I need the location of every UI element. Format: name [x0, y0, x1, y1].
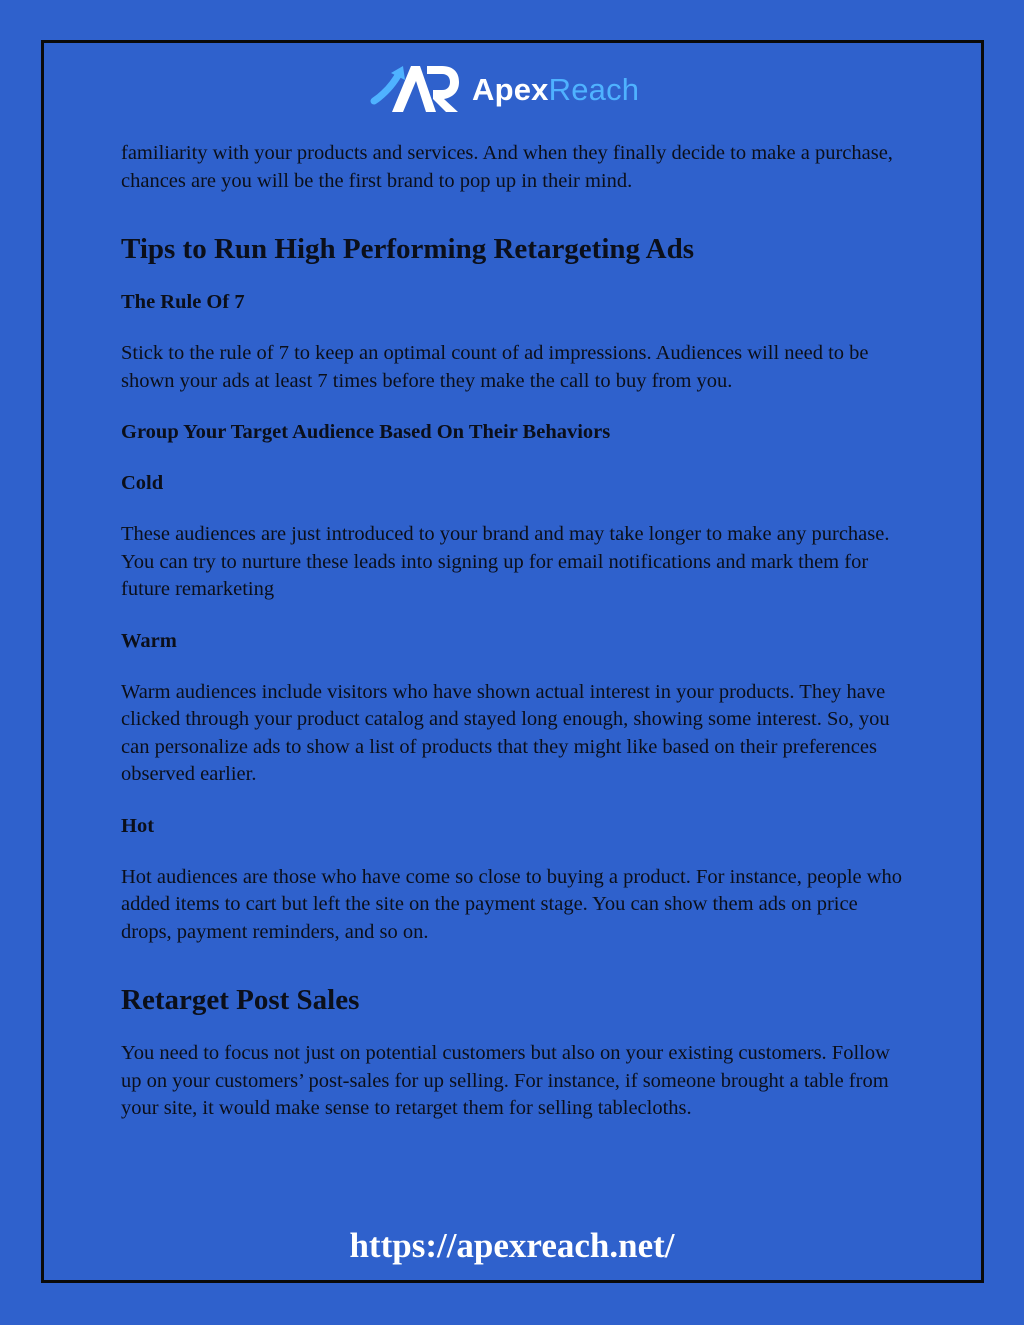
section-spacer [121, 446, 911, 470]
section-spacer [121, 395, 911, 419]
arrow-ar-monogram-icon [370, 58, 462, 120]
warm-heading: Warm [121, 629, 177, 652]
intro-paragraph: familiarity with your products and services. And when they finally decide to make a purchase, chances are you will be the first brand to pop up in their mind. [121, 142, 893, 192]
rule-of-7-heading: The Rule Of 7 [121, 291, 245, 313]
post-sales-heading: Retarget Post Sales [121, 984, 360, 1016]
section-spacer [121, 604, 911, 628]
post-sales-paragraph: You need to focus not just on potential customers but also on your existing customers. Follow up on your customers’ post-sales for up selling. For instance, if someone brought a table from your site, it would make sense to retarget them for selling tablecloths. [121, 1042, 890, 1119]
tips-heading: Tips to Run High Performing Retargeting Ads [121, 233, 695, 265]
hot-paragraph: Hot audiences are those who have come so close to buying a product. For instance, people who added items to cart but left the site on the payment stage. You can show them ads on price drops, payment reminders, and so on. [121, 865, 903, 943]
website-link[interactable]: https://apexreach.net/ [349, 1226, 675, 1265]
logo-reach-text: Reach [548, 71, 640, 107]
warm-paragraph: Warm audiences include visitors who have shown actual interest in your products. They have clicked through your product catalog and stayed long enough, showing some interest. So, you can personalize ads to show a list of products that they might like based on their preferences observed earlier. [121, 680, 890, 785]
apexreach-logo [370, 58, 639, 120]
logo-wordmark [472, 71, 640, 107]
logo-apex-text: Apex [472, 71, 549, 107]
section-spacer [121, 316, 911, 340]
hot-heading: Hot [121, 814, 155, 837]
cold-paragraph: These audiences are just introduced to your brand and may take longer to make any purchase. You can try to nurture these leads into signing up for email notifications and mark them for future remarketing [121, 523, 890, 600]
audience-grouping-heading: Group Your Target Audience Based On Their Behaviors [121, 421, 611, 443]
cold-heading: Cold [121, 472, 164, 494]
document-content [121, 140, 911, 1123]
section-spacer [121, 1018, 911, 1040]
section-spacer [121, 789, 911, 813]
section-spacer [121, 195, 911, 231]
section-spacer [121, 840, 911, 864]
section-spacer [121, 946, 911, 982]
rule-of-7-paragraph: Stick to the rule of 7 to keep an optimal count of ad impressions. Audiences will need to be shown your ads at least 7 times before they make the call to buy from you. [121, 342, 869, 392]
section-spacer [121, 267, 911, 289]
section-spacer [121, 497, 911, 521]
section-spacer [121, 655, 911, 679]
